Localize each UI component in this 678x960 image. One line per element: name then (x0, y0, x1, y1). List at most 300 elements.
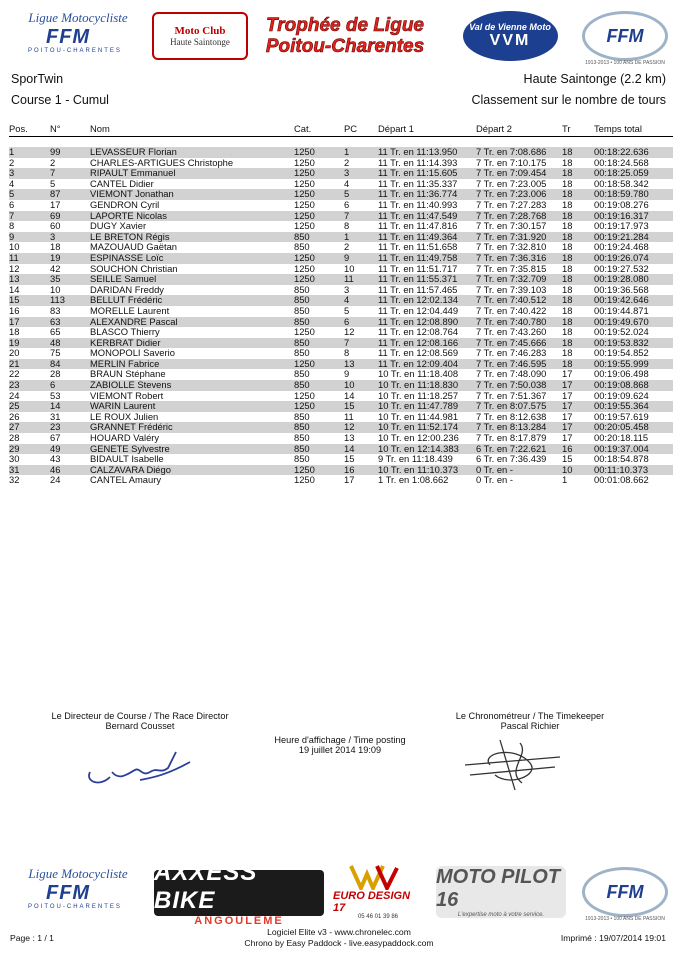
cell-category: 850 (294, 422, 344, 433)
results-header-row (9, 120, 673, 137)
moto-line1: MOTO PILOT 16 (436, 866, 561, 911)
cell-pos: 2 (9, 156, 15, 168)
cell-total-time: 00:01:08.662 (594, 474, 649, 486)
cell-start-2: 7 Tr. en 8:12.638 (476, 410, 547, 422)
cell-start-1: 9 Tr. en 11:18.439 (378, 453, 453, 465)
cell-pos: 26 (9, 410, 20, 422)
cell-pos: 32 (9, 474, 20, 486)
results-table (9, 120, 673, 486)
cell-name: MAZOUAUD Gaëtan (90, 241, 178, 253)
cell-start-2: 7 Tr. en 7:36.316 (476, 253, 562, 264)
cell-start-2: 7 Tr. en 7:50.038 (476, 380, 562, 391)
cell-start-2: 7 Tr. en 7:40.422 (476, 304, 547, 316)
cell-start-2: 7 Tr. en 7:35.815 (476, 262, 547, 274)
vvm-badge (463, 11, 558, 61)
cell-total-time: 00:19:42.646 (594, 295, 673, 306)
cell-start-1: 11 Tr. en 11:15.605 (378, 168, 476, 179)
moto-pilot-logo (436, 866, 566, 918)
cell-laps: 18 (562, 241, 573, 253)
cell-start-2: 7 Tr. en 7:40.780 (476, 317, 562, 328)
chrono-credit: Chrono by Easy Paddock - live.easypaddock.com (244, 938, 434, 948)
cell-name: LE ROUX Julien (90, 410, 159, 422)
cell-laps: 1 (562, 474, 568, 486)
cell-class-position: 9 (344, 368, 350, 380)
timekeeper-title: Le Chronométreur / The Timekeeper (455, 711, 605, 721)
cell-start-2: 7 Tr. en 7:51.367 (476, 389, 547, 401)
cell-total-time: 00:19:17.973 (594, 220, 649, 232)
cell-start-1: 11 Tr. en 11:51.717 (378, 262, 458, 274)
cell-laps: 18 (562, 274, 594, 285)
cell-total-time: 00:19:24.468 (594, 241, 649, 253)
cell-laps: 18 (562, 198, 573, 210)
cell-category: 1250 (294, 147, 344, 158)
cell-category: 1250 (294, 220, 315, 232)
cell-laps: 18 (562, 168, 594, 179)
cell-name: CHARLES-ARTIGUES Christophe (90, 156, 234, 168)
cell-total-time: 00:18:25.059 (594, 168, 673, 179)
posting-block (250, 735, 430, 755)
cell-pos: 13 (9, 274, 50, 285)
cell-category: 850 (294, 453, 310, 465)
cell-total-time: 00:19:28.080 (594, 274, 673, 285)
cell-start-1: 11 Tr. en 11:35.337 (378, 177, 458, 189)
column-header-start-2: Départ 2 (476, 120, 562, 137)
cell-name: DUGY Xavier (90, 220, 147, 232)
cell-pos: 19 (9, 338, 50, 349)
cell-total-time: 00:19:08.276 (594, 198, 649, 210)
cell-start-1: 11 Tr. en 11:36.774 (378, 189, 476, 200)
cell-total-time: 00:19:06.498 (594, 368, 649, 380)
cell-class-position: 17 (344, 474, 355, 486)
cell-name: MONOPOLI Saverio (90, 347, 175, 359)
cell-start-1: 11 Tr. en 11:51.658 (378, 241, 458, 253)
cell-pos: 5 (9, 189, 50, 200)
cell-start-2: 7 Tr. en 7:27.283 (476, 198, 547, 210)
cell-number: 35 (50, 274, 90, 285)
cell-start-1: 10 Tr. en 12:00.236 (378, 432, 459, 444)
cell-name: HOUARD Valéry (90, 432, 160, 444)
session-label: Course 1 - Cumul (11, 93, 109, 107)
cell-category: 1250 (294, 198, 315, 210)
euro-design-icon (343, 864, 413, 890)
timekeeper-block (430, 711, 630, 731)
column-header-total-time: Temps total (594, 120, 673, 137)
column-header-category: Cat. (294, 120, 344, 137)
cell-laps: 18 (562, 147, 594, 158)
posting-title: Heure d'affichage / Time posting (274, 735, 406, 745)
cell-pos: 28 (9, 432, 20, 444)
cell-laps: 18 (562, 283, 573, 295)
cell-class-position: 15 (344, 453, 355, 465)
moto-club-line2: Haute Saintonge (170, 37, 230, 47)
ffm-ring: FFM (582, 11, 668, 61)
cell-class-position: 2 (344, 241, 350, 253)
cell-name: BIDAULT Isabelle (90, 453, 164, 465)
cell-number: 99 (50, 147, 90, 158)
cell-laps: 18 (562, 295, 594, 306)
cell-class-position: 11 (344, 274, 378, 285)
cell-start-2: 7 Tr. en 8:13.284 (476, 422, 562, 433)
cell-number: 53 (50, 389, 61, 401)
cell-pos: 22 (9, 368, 20, 380)
cell-category: 1250 (294, 274, 344, 285)
trophee-logo (255, 6, 435, 66)
cell-total-time: 00:19:21.284 (594, 232, 673, 243)
cell-class-position: 3 (344, 283, 350, 295)
cell-total-time: 00:19:36.568 (594, 283, 649, 295)
cell-number: 6 (50, 380, 90, 391)
timekeeper-name: Pascal Richier (500, 721, 560, 731)
cell-category: 850 (294, 283, 310, 295)
cell-total-time: 00:11:10.373 (594, 465, 673, 476)
cell-pos: 10 (9, 241, 20, 253)
cell-class-position: 13 (344, 359, 378, 370)
cell-name: BLASCO Thierry (90, 326, 160, 338)
sponsor-logos (0, 859, 678, 927)
cell-name: VIEMONT Robert (90, 389, 164, 401)
cell-total-time: 00:19:09.624 (594, 389, 649, 401)
cell-laps: 18 (562, 189, 594, 200)
cell-start-2: 7 Tr. en 7:28.768 (476, 211, 562, 222)
vvm-line2: VVM (489, 32, 531, 49)
cell-laps: 18 (562, 347, 573, 359)
column-header-start-1: Départ 1 (378, 120, 476, 137)
trophee-line2: Poitou-Charentes (265, 36, 425, 57)
cell-name: CANTEL Didier (90, 177, 154, 189)
cell-total-time: 00:18:58.342 (594, 177, 649, 189)
cell-pos: 12 (9, 262, 20, 274)
table-row (9, 475, 673, 486)
cell-name: WARIN Laurent (90, 401, 294, 412)
cell-name: GENDRON Cyril (90, 198, 160, 210)
cell-name: ESPINASSE Loïc (90, 253, 294, 264)
cell-laps: 17 (562, 401, 594, 412)
cell-start-2: 7 Tr. en 7:23.005 (476, 177, 547, 189)
cell-category: 1250 (294, 177, 315, 189)
cell-category: 1250 (294, 253, 344, 264)
cell-pos: 21 (9, 359, 50, 370)
cell-category: 1250 (294, 326, 315, 338)
cell-pos: 6 (9, 198, 15, 210)
software-credit: Logiciel Elite v3 - www.chronelec.com (267, 927, 411, 937)
cell-start-1: 11 Tr. en 12:08.890 (378, 317, 476, 328)
table-row (9, 147, 673, 158)
cell-laps: 17 (562, 422, 594, 433)
cell-total-time: 00:18:59.780 (594, 189, 673, 200)
cell-start-2: 7 Tr. en 7:09.454 (476, 168, 562, 179)
cell-start-1: 11 Tr. en 11:47.549 (378, 211, 476, 222)
cell-name: GENETE Sylvestre (90, 444, 294, 455)
cell-start-1: 11 Tr. en 12:08.764 (378, 326, 459, 338)
cell-category: 850 (294, 368, 310, 380)
cell-category: 850 (294, 295, 344, 306)
cell-total-time: 00:18:24.568 (594, 156, 649, 168)
cell-class-position: 14 (344, 444, 378, 455)
cell-class-position: 4 (344, 177, 350, 189)
cell-category: 1250 (294, 474, 315, 486)
cell-start-2: 7 Tr. en 7:48.090 (476, 368, 547, 380)
cell-laps: 18 (562, 220, 573, 232)
cell-number: 65 (50, 326, 61, 338)
cell-class-position: 6 (344, 317, 378, 328)
category-label: SporTwin (11, 72, 64, 86)
cell-class-position: 16 (344, 465, 378, 476)
cell-number: 87 (50, 189, 90, 200)
table-row (9, 200, 673, 211)
cell-start-1: 11 Tr. en 11:57.465 (378, 283, 458, 295)
cell-pos: 1 (9, 147, 50, 158)
cell-category: 850 (294, 380, 344, 391)
cell-name: SOUCHON Christian (90, 262, 178, 274)
vvm-line1: Val de Vienne Moto (469, 22, 551, 32)
axxess-line2: ANGOULEME (194, 915, 284, 927)
cell-number: 113 (50, 295, 90, 306)
cell-class-position: 13 (344, 432, 355, 444)
cell-pos: 15 (9, 295, 50, 306)
cell-laps: 17 (562, 368, 573, 380)
cell-number: 84 (50, 359, 90, 370)
cell-laps: 18 (562, 338, 594, 349)
cell-number: 60 (50, 220, 61, 232)
cell-class-position: 6 (344, 198, 350, 210)
cell-start-1: 10 Tr. en 11:47.789 (378, 401, 476, 412)
cell-start-1: 10 Tr. en 11:18.830 (378, 380, 476, 391)
cell-category: 1250 (294, 359, 344, 370)
cell-pos: 25 (9, 401, 50, 412)
cell-start-1: 10 Tr. en 11:18.408 (378, 368, 459, 380)
cell-start-2: 7 Tr. en 7:46.283 (476, 347, 547, 359)
cell-class-position: 1 (344, 232, 378, 243)
printed-date: Imprimé : 19/07/2014 19:01 (560, 933, 666, 943)
cell-pos: 18 (9, 326, 20, 338)
column-header-laps: Tr (562, 120, 594, 137)
cell-laps: 17 (562, 410, 573, 422)
cell-total-time: 00:19:08.868 (594, 380, 673, 391)
cell-category: 1250 (294, 211, 344, 222)
cell-laps: 18 (562, 156, 573, 168)
cell-total-time: 00:20:18.115 (594, 432, 649, 444)
cell-start-2: 6 Tr. en 7:36.439 (476, 453, 547, 465)
cell-category: 1250 (294, 189, 344, 200)
cell-pos: 3 (9, 168, 50, 179)
cell-name: ALEXANDRE Pascal (90, 317, 294, 328)
footer-ligue-arc: Ligue Motocycliste (28, 866, 128, 881)
cell-class-position: 15 (344, 401, 378, 412)
cell-total-time: 00:19:27.532 (594, 262, 649, 274)
cell-start-1: 10 Tr. en 11:10.373 (378, 465, 476, 476)
cell-total-time: 00:19:49.670 (594, 317, 673, 328)
cell-laps: 17 (562, 389, 573, 401)
cell-laps: 10 (562, 465, 594, 476)
cell-laps: 16 (562, 444, 594, 455)
cell-pos: 17 (9, 317, 50, 328)
cell-start-1: 11 Tr. en 11:40.993 (378, 198, 458, 210)
cell-start-1: 10 Tr. en 12:14.383 (378, 444, 476, 455)
cell-category: 850 (294, 444, 344, 455)
cell-total-time: 00:19:16.317 (594, 211, 673, 222)
cell-laps: 18 (562, 262, 573, 274)
cell-class-position: 10 (344, 262, 355, 274)
footer-ligue-sub: POITOU-CHARENTES (28, 904, 122, 910)
cell-start-2: 7 Tr. en 7:30.157 (476, 220, 547, 232)
cell-category: 850 (294, 432, 310, 444)
race-director-signature (80, 742, 200, 792)
cell-number: 14 (50, 401, 90, 412)
cell-pos: 16 (9, 304, 20, 316)
cell-number: 19 (50, 253, 90, 264)
cell-start-1: 11 Tr. en 12:09.404 (378, 359, 476, 370)
cell-start-2: 7 Tr. en 7:43.260 (476, 326, 547, 338)
cell-class-position: 9 (344, 253, 378, 264)
euro-line2: 05 46 01 39 86 (357, 914, 399, 920)
cell-start-1: 11 Tr. en 12:02.134 (378, 295, 476, 306)
cell-laps: 18 (562, 359, 594, 370)
cell-name: BELLUT Frédéric (90, 295, 294, 306)
cell-start-1: 10 Tr. en 11:18.257 (378, 389, 459, 401)
cell-start-1: 10 Tr. en 11:44.981 (378, 410, 459, 422)
posting-date: 19 juillet 2014 19:09 (298, 745, 382, 755)
cell-category: 1250 (294, 401, 344, 412)
footer-ligue-logo (18, 862, 138, 922)
moto-line2: L'expertise moto à votre service. (457, 912, 545, 918)
cell-category: 850 (294, 304, 310, 316)
cell-number: 42 (50, 262, 61, 274)
cell-start-2: 7 Tr. en 8:07.575 (476, 401, 562, 412)
cell-number: 46 (50, 465, 90, 476)
cell-total-time: 00:19:55.999 (594, 359, 673, 370)
cell-name: KERBRAT Didier (90, 338, 294, 349)
cell-start-1: 11 Tr. en 11:49.364 (378, 232, 476, 243)
cell-category: 850 (294, 410, 310, 422)
cell-class-position: 7 (344, 211, 378, 222)
cell-name: LAPORTE Nicolas (90, 211, 294, 222)
page-number: Page : 1 / 1 (10, 933, 54, 943)
cell-class-position: 12 (344, 422, 378, 433)
cell-number: 3 (50, 232, 90, 243)
cell-start-2: 0 Tr. en - (476, 474, 513, 486)
cell-start-1: 11 Tr. en 11:49.758 (378, 253, 476, 264)
cell-total-time: 00:19:55.364 (594, 401, 673, 412)
cell-class-position: 3 (344, 168, 378, 179)
cell-pos: 30 (9, 453, 20, 465)
cell-start-1: 11 Tr. en 11:47.816 (378, 220, 458, 232)
cell-start-2: 7 Tr. en 7:31.920 (476, 232, 562, 243)
cell-start-1: 11 Tr. en 11:55.371 (378, 274, 476, 285)
cell-start-2: 7 Tr. en 7:23.006 (476, 189, 562, 200)
cell-class-position: 5 (344, 304, 350, 316)
cell-number: 28 (50, 368, 61, 380)
cell-number: 69 (50, 211, 90, 222)
cell-laps: 18 (562, 326, 573, 338)
race-director-name: Bernard Cousset (105, 721, 175, 731)
ligue-logo (18, 6, 138, 66)
cell-laps: 18 (562, 304, 573, 316)
cell-number: 24 (50, 474, 61, 486)
ranking-label: Classement sur le nombre de tours (471, 93, 666, 107)
cell-start-1: 11 Tr. en 12:08.569 (378, 347, 459, 359)
cell-name: GRANNET Frédéric (90, 422, 294, 433)
moto-club-line1: Moto Club (174, 25, 226, 37)
cell-category: 1250 (294, 168, 344, 179)
cell-laps: 18 (562, 177, 573, 189)
cell-start-2: 7 Tr. en 7:32.709 (476, 274, 562, 285)
cell-category: 1250 (294, 262, 315, 274)
cell-number: 10 (50, 283, 61, 295)
table-row (9, 306, 673, 317)
cell-class-position: 4 (344, 295, 378, 306)
trophee-line1: Trophée de Ligue (265, 15, 424, 36)
cell-start-1: 11 Tr. en 12:08.166 (378, 338, 476, 349)
cell-pos: 14 (9, 283, 20, 295)
footer-ligue-ffm: FFM (46, 882, 91, 904)
cell-name: MERLIN Fabrice (90, 359, 294, 370)
cell-start-2: 6 Tr. en 7:22.621 (476, 444, 562, 455)
cell-name: CANTEL Amaury (90, 474, 162, 486)
cell-start-2: 7 Tr. en 8:17.879 (476, 432, 547, 444)
euro-line1: EURO DESIGN 17 (333, 890, 411, 914)
cell-class-position: 2 (344, 156, 350, 168)
cell-name: ZABIOLLE Stevens (90, 380, 294, 391)
cell-category: 1250 (294, 156, 315, 168)
cell-total-time: 00:19:37.004 (594, 444, 673, 455)
cell-pos: 7 (9, 211, 50, 222)
cell-total-time: 00:18:54.878 (594, 453, 649, 465)
cell-start-2: 7 Tr. en 7:45.666 (476, 338, 562, 349)
cell-class-position: 11 (344, 410, 354, 422)
race-director-block (30, 711, 250, 731)
cell-start-1: 11 Tr. en 11:14.393 (378, 156, 458, 168)
cell-category: 850 (294, 347, 310, 359)
cell-start-2: 0 Tr. en - (476, 465, 562, 476)
cell-category: 1250 (294, 389, 315, 401)
cell-number: 67 (50, 432, 61, 444)
cell-number: 23 (50, 422, 90, 433)
column-header-class-position: PC (344, 120, 378, 137)
cell-name: SEILLE Samuel (90, 274, 294, 285)
cell-total-time: 00:19:52.024 (594, 326, 649, 338)
footer-ffm-logo (580, 862, 670, 922)
cell-start-1: 1 Tr. en 1:08.662 (378, 474, 449, 486)
cell-class-position: 8 (344, 220, 350, 232)
cell-class-position: 8 (344, 347, 350, 359)
column-header-name: Nom (90, 120, 294, 137)
cell-total-time: 00:19:57.619 (594, 410, 649, 422)
ligue-logo-ffm: FFM (46, 26, 91, 48)
cell-laps: 18 (562, 232, 594, 243)
cell-number: 7 (50, 168, 90, 179)
cell-start-2: 7 Tr. en 7:40.512 (476, 295, 562, 306)
axxess-bike-logo (154, 859, 324, 927)
column-header-number: N° (50, 120, 90, 137)
cell-start-1: 11 Tr. en 11:13.950 (378, 147, 476, 158)
cell-total-time: 00:19:54.852 (594, 347, 649, 359)
cell-number: 63 (50, 317, 90, 328)
cell-number: 5 (50, 177, 56, 189)
cell-total-time: 00:19:53.832 (594, 338, 673, 349)
cell-name: VIEMONT Jonathan (90, 189, 294, 200)
cell-number: 48 (50, 338, 90, 349)
cell-pos: 24 (9, 389, 20, 401)
cell-start-2: 7 Tr. en 7:39.103 (476, 283, 547, 295)
cell-pos: 11 (9, 253, 50, 264)
race-director-title: Le Directeur de Course / The Race Director (51, 711, 229, 721)
cell-class-position: 1 (344, 147, 378, 158)
cell-class-position: 14 (344, 389, 355, 401)
cell-total-time: 00:19:26.074 (594, 253, 673, 264)
cell-category: 850 (294, 338, 344, 349)
cell-name: MORELLE Laurent (90, 304, 170, 316)
cell-laps: 18 (562, 317, 594, 328)
